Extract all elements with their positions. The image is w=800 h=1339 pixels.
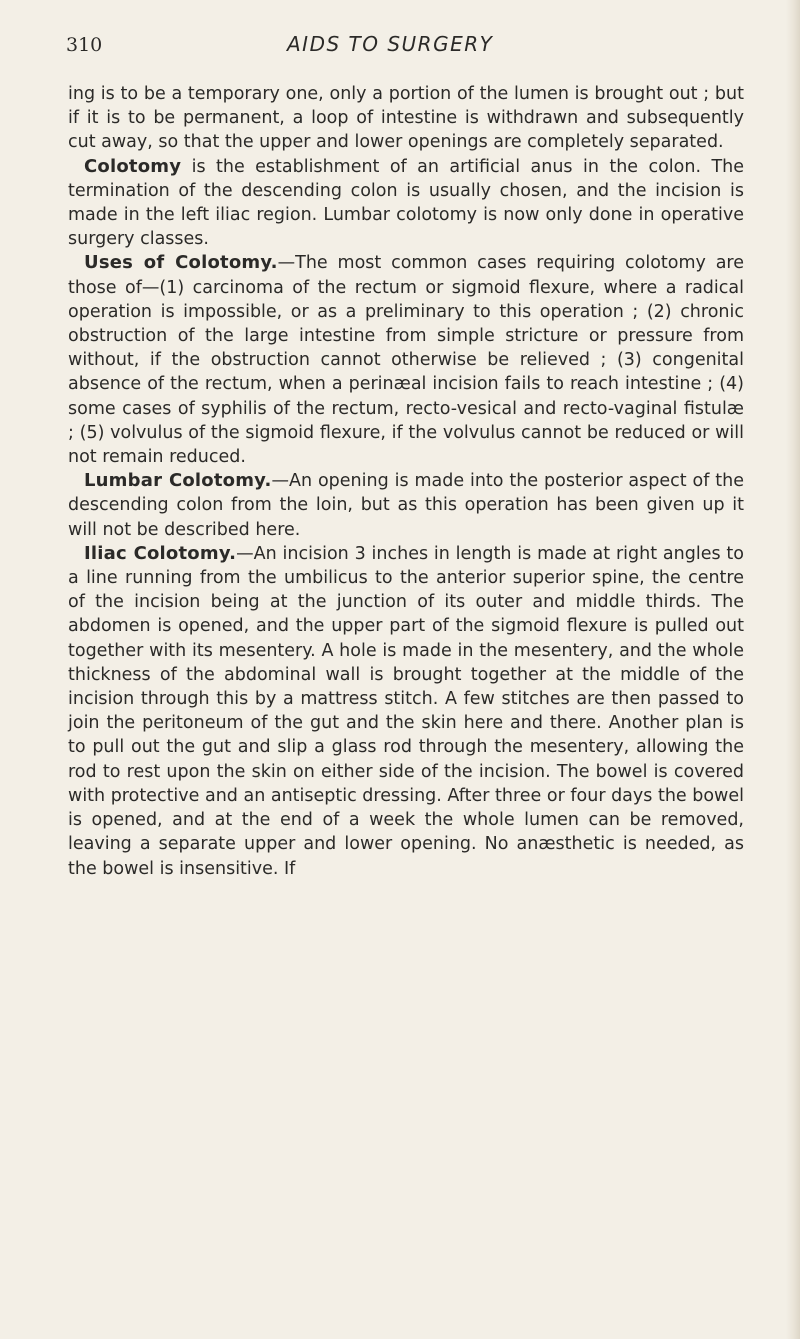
paragraph-iliac-colotomy xyxy=(68,542,744,881)
paragraph-uses-of-colotomy xyxy=(68,251,744,469)
paragraph-lumbar-colotomy xyxy=(68,469,744,542)
section-heading: Iliac Colotomy. xyxy=(84,542,237,564)
paragraph-text: ing is to be a temporary one, only a portion of the lumen is brought out ; but if it is to be permanent, a loop of intestine is withdrawn and subsequently cut away, so that the upper and lower openings are completely separated. xyxy=(68,84,744,153)
paragraph-text: —The most common cases requiring colotomy are those of—(1) carcinoma of the rectum or sigmoid flexure, where a radical operation is impossible, or as a preliminary to this operation ; (2) chronic obstruction of the large intestine from simple stricture or pressure from without, if the obstruction cannot otherwise be relieved ; (3) congenital absence of the rectum, when a perinæal incision fails to reach intestine ; (4) some cases of syphilis of the rectum, recto-vesical and recto-vaginal fistulæ ; (5) volvulus of the sigmoid flexure, if the volvulus cannot be reduced or will not remain reduced. xyxy=(68,253,744,468)
section-heading: Lumbar Colotomy. xyxy=(84,470,272,492)
paragraph-colotomy xyxy=(68,155,744,252)
page-edge-shadow xyxy=(786,0,800,1339)
paragraph-continuation xyxy=(68,82,744,155)
page-number: 310 xyxy=(66,34,103,56)
paragraph-text: —An opening is made into the posterior aspect of the descending colon from the loin, but as this operation has been given up it will not be described here. xyxy=(68,471,744,540)
section-heading: Uses of Colotomy. xyxy=(84,252,278,274)
section-heading: Colotomy xyxy=(84,155,182,177)
body-text xyxy=(68,82,744,881)
running-title: AIDS TO SURGERY xyxy=(287,32,494,56)
paragraph-text: is the establishment of an artificial anus in the colon. The termination of the descending colon is usually chosen, and the incision is made in the left iliac region. Lumbar colotomy is now only done in operative surgery classes. xyxy=(68,156,744,250)
paragraph-text: —An incision 3 inches in length is made at right angles to a line running from the umbilicus to the anterior superior spine, the centre of the incision being at the junction of its outer and middle thirds. The abdomen is opened, and the upper part of the sigmoid flexure is pulled out together with its mesentery. A hole is made in the mesentery, and the whole thickness of the abdominal wall is brought together at the middle of the incision through this by a mattress stitch. A few stitches are then passed to join the peritoneum of the gut and the skin here and there. Another plan is to pull out the gut and slip a glass rod through the mesentery, allowing the rod to rest upon the skin on either side of the incision. The bowel is covered with protective and an antiseptic dressing. After three or four days the bowel is opened, and at the end of a week the whole lumen can be removed, leaving a separate upper and lower opening. No anæsthetic is needed, as the bowel is insensitive. If xyxy=(68,543,744,879)
